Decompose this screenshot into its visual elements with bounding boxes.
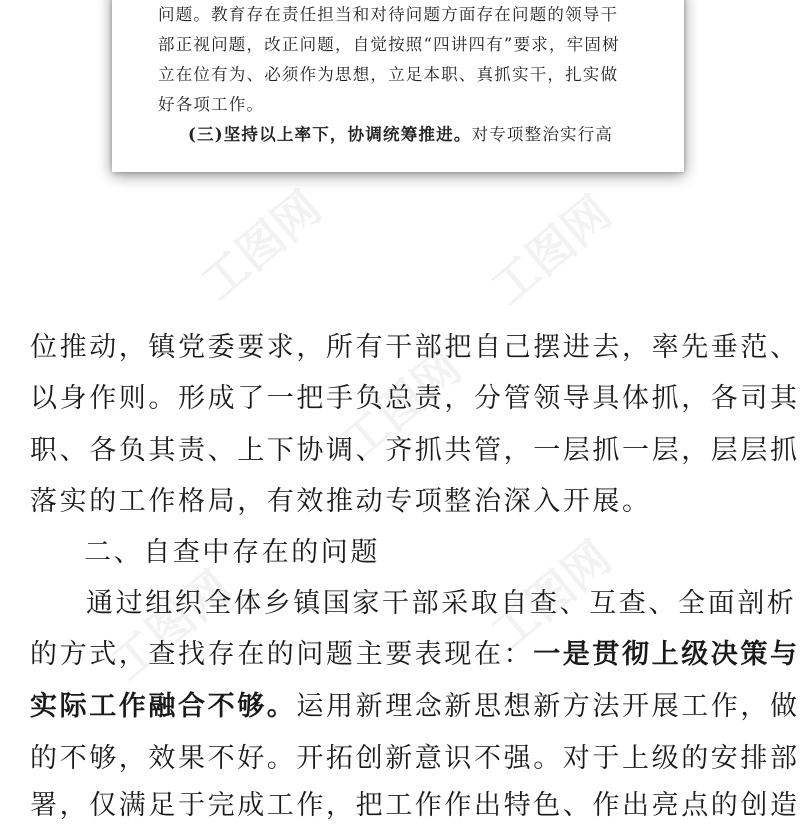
body-text-line [30,681,800,733]
watermark-logo: 工图网 [100,560,242,691]
body-text: 运用新理念新思想新方法开展工作，做 [296,691,800,722]
body-text-line: 位推动，镇党委要求，所有干部把自己摆进去，率先垂范、 [30,332,800,363]
watermark-logo: 工图网 [330,340,472,471]
card-subheading: (三)坚持以上率下，协调统筹推进。 [188,125,472,144]
body-text-line: 以身作则。形成了一把手负总责，分管领导具体抓，各司其 [30,383,800,414]
watermark-logo: 工图网 [480,530,622,661]
section-heading: 二、自查中存在的问题 [84,537,380,568]
card-text-line: 好各项工作。 [158,95,265,114]
body-text: 的方式，查找存在的问题主要表现在： [30,639,534,670]
watermark-logo: 工图网 [190,180,332,311]
card-text-line: 问题。教育存在责任担当和对待问题方面存在问题的领导干 [158,5,619,24]
card-text: 对专项整治实行高 [471,125,614,144]
body-text-line: 的不够，效果不好。开拓创新意识不强。对于上级的安排部 [30,743,800,774]
bold-phrase: 实际工作融合不够。 [30,691,297,722]
bold-phrase: 一是贯彻上级决策与 [533,639,800,670]
body-text-line: 署，仅满足于完成工作，把工作作出特色、作出亮点的创造 [30,790,800,821]
card-text-line [188,120,613,150]
card-text-line: 部正视问题，改正问题，自觉按照“四讲四有”要求，牢固树 [158,35,620,54]
card-text-line: 立在位有为、必须作为思想，立足本职、真抓实干，扎实做 [158,65,619,84]
body-text-line: 落实的工作格局，有效推动专项整治深入开展。 [30,486,652,517]
body-text-line: 通过组织全体乡镇国家干部采取自查、互查、全面剖析 [86,588,797,619]
document-preview-card [112,0,684,172]
watermark-logo: 工图网 [480,185,622,316]
body-text-line: 职、各负其责、上下协调、齐抓共管，一层抓一层，层层抓 [30,435,800,466]
body-text-line [30,629,800,681]
